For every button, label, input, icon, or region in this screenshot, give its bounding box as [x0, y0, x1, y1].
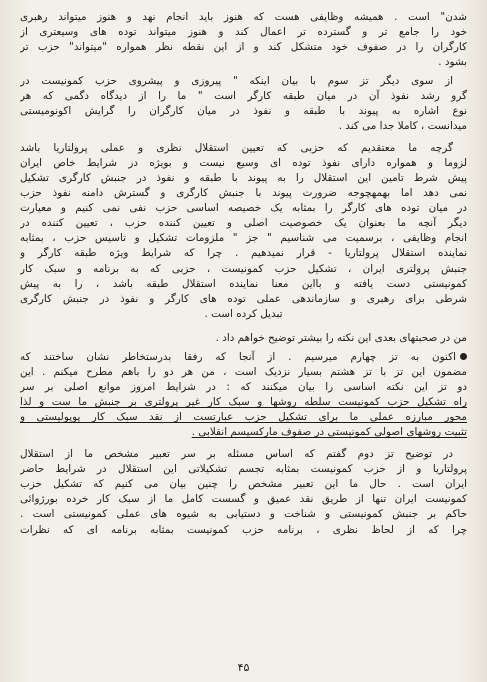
- text-line: در میان توده های کارگر را بمثابه یک خصیصه اساسی حزب نفی نمی کنیم و معیارت: [20, 202, 467, 215]
- text-line: نماینده استقلال پرولتاریا - قرار نمیدهیم . چرا که شرایط ویژه طبقه کارگر و: [20, 247, 467, 260]
- text-line-underlined: تثبیت روشهای اصولی کمونیستی در صفوف مارکسیسم انقلابی .: [191, 426, 467, 439]
- text-line: کمونیست ایران تنها از طریق نقد عمیق و گسست کامل ما از سبک کار خرده بورژوائی: [20, 493, 467, 506]
- text-line: حاکم بر جنبش کمونیستی و شناخت و دستیابی به شیوه های عملی کمونیستی است .: [20, 508, 467, 521]
- text-line: پرولتاریا و از حزب کمونیست بمثابه تجسم تشکیلاتی این استقلال در شرایط حاضر: [20, 463, 467, 476]
- text-line: نوع اشاره به پیوند با طبقه و نفوذ در میان کارگران را گرایش اکونومیستی: [20, 105, 467, 118]
- text-line: بشود .: [438, 56, 467, 69]
- text-line: لزوما و همواره دارای نفوذ توده ای وسیع نیست و بویژه در شرایط خاص ایران: [20, 156, 467, 169]
- paragraph-4: [20, 331, 467, 346]
- text-line: خود را جامع تر و گسترده تر اعمال کند و هنوز میتواند توده های وسیعتری از: [20, 26, 467, 39]
- text-line: من در صحبتهای بعدی این نکته را بیشتر توضیح خواهم داد .: [215, 332, 467, 345]
- text-line: چرا که از لحاظ نظری ، برنامه حزب کمونیست بمثابه برنامه ای که نظرات: [20, 523, 467, 536]
- text-line: انجام وظایفی ، برسمیت می شناسیم " جز " ملزومات تشکیل و تاسیس حزب ، بمثابه: [20, 232, 467, 245]
- text-line: دیگر آنچه ما بعنوان یک خصوصیت اصلی و تعیین کننده حزب ، تعیین کننده در: [20, 217, 467, 230]
- text-line-bulleted: [20, 350, 467, 365]
- paragraph-3: [20, 141, 467, 322]
- text-line: جنبش پرولتری ایران ، تشکیل حزب کمونیست ، حزبی که به برنامه و سبک کار: [20, 262, 467, 275]
- text-line: میدانست ، کاملا جدا می کند .: [338, 120, 467, 133]
- text-line: مضمون این تز با تز هشتم بسیار نزدیک است ، من هر دو را باهم مطرح میکنم . این: [20, 366, 467, 379]
- paragraph-2: [20, 74, 467, 134]
- text-line: گرچه ما معتقدیم که حزبی که تعیین استقلال نظری و عملی پرولتاریا باشد: [20, 141, 453, 154]
- paragraph-6: [20, 447, 467, 538]
- text-line: تبدیل کرده است .: [204, 307, 283, 320]
- text-line: از سوی دیگر تز سوم با بیان اینکه " پیروزی و پیشروی حزب کمونیست در: [20, 74, 453, 87]
- text-line: کارگران را در صفوف خود متشکل کند و از این نقطه نظر همواره "میتواند" حزب تر: [20, 41, 467, 54]
- text-line-content: اکنون به تز چهارم میرسیم . از آنجا که رفقا بدرستخاطر نشان ساختند که: [20, 350, 456, 363]
- bullet-icon: [460, 353, 467, 360]
- text-line: شدن" است . همیشه وظایفی هست که هنوز باید انجام نهد و هنوز میتواند رهبری: [20, 11, 467, 23]
- text-line-underlined-lead: پیش شرط تامین این استقلال را به پیوند با طبقه و نفوذ در جنبش کارگری تشکیل: [20, 171, 467, 184]
- text-line: گرو رشد نفوذ آن در میان طبقه کارگر است " ما را از دیدگاه دگمی که هر: [20, 89, 467, 102]
- text-line: در توضیح تز دوم گفتم که اساس مسئله بر سر تعبیر مشخص ما از استقلال: [20, 448, 453, 461]
- text-line-underlined: راه تشکیل حزب کمونیست سلطه روشها و سبک کار غیر پرولتری بر جنبش ما ست و لذا: [20, 396, 467, 409]
- text-line: دو تز این نکته اساسی را بیان میکنند که : در شرایط امروز موانع اصلی بر سر: [20, 381, 467, 394]
- text-line: ایران است . حال ما این تعبیر مشخص را چنین بیان می کنیم که تشکیل حزب: [20, 478, 467, 491]
- text-line: کمونیستی دست یافته و بااین معنا نماینده استقلال طبقه باشد ، را به پیش: [20, 277, 467, 290]
- page-number: ۴۵: [237, 661, 250, 674]
- text-line: نمی دهد اما بهمهچوجه ضرورت پیوند با جنبش کارگری و گسترش دامنه نفوذ حزب: [20, 187, 467, 200]
- paragraph-1: [20, 10, 467, 70]
- text-line: شرطی برای رهبری و سازماندهی عملی توده های کارگر و نفوذ در جنبش کارگری: [20, 292, 467, 305]
- paragraph-5: [20, 350, 467, 441]
- text-line-underlined: محور مبارزه عملی ما برای تشکیل حزب عبارتست از نقد سبک کار پوپولیستی و: [20, 411, 467, 424]
